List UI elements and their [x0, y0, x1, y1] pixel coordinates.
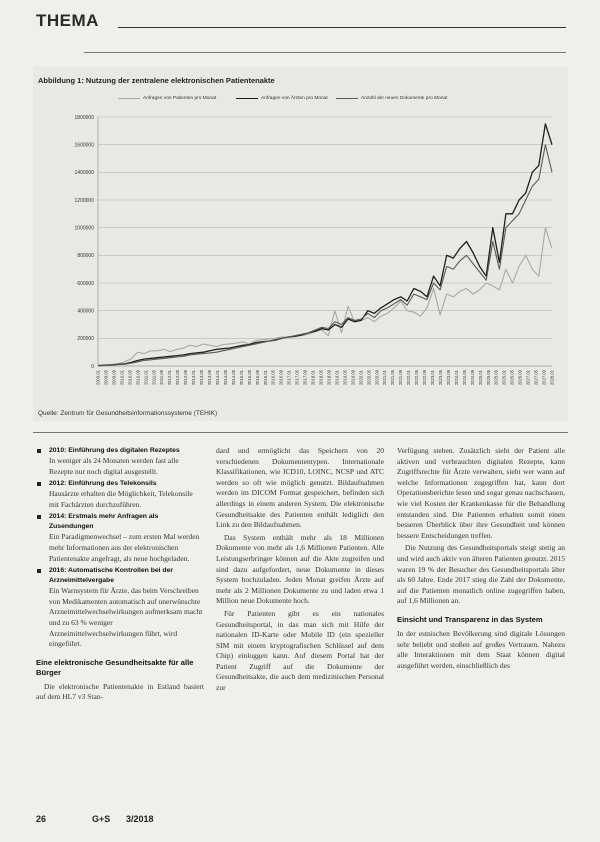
x-tick-label: 2021.01	[382, 370, 388, 386]
x-tick-label: 2011.01	[143, 370, 149, 385]
y-tick-label: 400000	[77, 308, 94, 315]
x-tick-label: 2019.01	[334, 370, 340, 386]
milestone-item	[36, 446, 204, 477]
paragraph: Die Nutzung des Gesundheitsportals steigt stetig an und wird auch aktiv von älteren Patienten genutzt. 2015 waren 19 % der Besucher des Gesundheitsportals älter als 60 Jahre. Ende 2017 stieg die Zahl der Dokumente, auf die Patienten monatlich online zugegriffen haben, auf 1,6 Millionen an.	[397, 543, 565, 606]
x-tick-label: 2017.05	[294, 370, 300, 386]
milestone-text: In weniger als 24 Monaten werden fast alle Rezepte nur noch digital ausgestellt.	[49, 456, 179, 476]
x-tick-label: 2013.01	[191, 370, 197, 386]
x-tick-label: 2013.05	[199, 370, 205, 386]
milestone-heading: 2016: Automatische Kontrollen bei der Arzneimittelvergabe	[49, 567, 174, 585]
series-line	[98, 228, 552, 366]
milestone-text: Ein Warnsystem für Ärzte, das beim Verschreiben von Medikamenten automatisch auf unerwünschte Arzneimittelwechselwirkungen aufmerksam macht und zu 63 % weniger Arzneimittelwechselwirkungen führt, wird eingeführt.	[49, 586, 203, 649]
y-tick-label: 1600000	[74, 142, 94, 149]
x-tick-label: 2015.05	[246, 370, 252, 386]
x-tick-label: 2023.01	[430, 370, 436, 386]
x-tick-label: 2024.01	[453, 370, 459, 386]
x-tick-label: 2025.09	[493, 370, 499, 386]
x-tick-label: 2019.05	[342, 370, 348, 386]
x-tick-label: 2010.01	[119, 370, 125, 386]
x-tick-label: 2021.09	[398, 370, 404, 386]
paragraph: dard und ermöglicht das Speichern von 20 verschiedenen Dokumententypen. Internationale Klassifikationen, wie ICD10, LOINC, NCSP und ATC werden so oft wie möglich genutzt. Bildaufnahmen werden im DICOM Format gespeichert, befinden sich allerdings in einem anderen System. Die elektronische Gesundheitsakte des Patienten enthält lediglich den Link zu den Bildaufnahmen.	[216, 446, 384, 530]
y-tick-label: 1200000	[74, 197, 94, 204]
x-tick-label: 2026.09	[517, 370, 523, 386]
paragraph: Verfügung stehen. Zusätzlich sieht der Patient alle aktiven und verbrauchten digitalen Rezepte, kann Zugriffsrechte für Ärzte verwalten, sieht wer wann auf welche Informationen zugegriffen hat, kann dort Operationsberichte lesen und sogar genau nachschauen, wie viel Kosten der Krankenkasse für die Behandlung entstanden sind. Die Patienten erhalten somit einen besseren Überblick über ihre Gesundheit und können bessere Entscheidungen treffen.	[397, 446, 565, 540]
x-tick-label: 2027.09	[541, 370, 547, 386]
text-column-1	[36, 446, 204, 705]
x-tick-label: 2017.01	[286, 370, 292, 386]
x-tick-label: 2020.05	[366, 370, 372, 386]
milestone-heading: 2014: Erstmals mehr Anfragen als Zusendungen	[49, 513, 159, 531]
text-column-2	[216, 446, 384, 696]
y-tick-label: 0	[91, 363, 94, 370]
figure-title: Abbildung 1: Nutzung der zentralene elektronischen Patientenakte	[38, 76, 275, 85]
paragraph: Für Patienten gibt es ein nationales Gesundheitsportal, in das man sich mit Hilfe der nationalen ID-Karte oder Mobile ID (ein spezieller SIM mit einem kryptografischen Schlüssel auf dem Chip) einloggen kann. Auf diesem Portal hat der Patient Zugriff auf die Dokumente der Gesundheitsakte, die auch dem medizinischen Personal zur	[216, 608, 384, 693]
x-tick-label: 2027.05	[533, 370, 539, 386]
x-tick-label: 2023.05	[437, 370, 443, 386]
x-tick-label: 2025.05	[485, 370, 491, 386]
x-tick-label: 2014.01	[214, 370, 220, 386]
milestone-text: Ein Paradigmenwechsel – zum ersten Mal werden mehr Informationen aus der elektronischen Patientenakte angefragt, als neue hochgeladen.	[49, 532, 200, 563]
x-tick-label: 2018.05	[318, 370, 324, 386]
x-tick-label: 2026.05	[509, 370, 515, 386]
legend-label: Anfragen von Patienten pro Monat	[143, 96, 217, 101]
x-tick-label: 2014.05	[222, 370, 228, 386]
x-tick-label: 2010.05	[127, 370, 133, 386]
section-subheading: Eine elektronische Gesundheitsakte für alle Bürger	[36, 657, 194, 677]
legend-label: Anzahl der neuen Dokumente pro Monat	[361, 96, 448, 101]
separator-rule	[33, 432, 568, 433]
x-tick-label: 2012.09	[183, 370, 189, 386]
x-tick-label: 2023.09	[445, 370, 451, 386]
x-tick-label: 2015.01	[238, 370, 244, 386]
milestone-item	[36, 479, 204, 510]
journal-issue: 3/2018	[126, 814, 154, 824]
bullet-square-icon	[37, 569, 41, 573]
y-tick-label: 1800000	[74, 114, 94, 121]
paragraph: In der estnischen Bevölkerung sind digitale Lösungen sehr beliebt und stoßen auf großes Vertrauen. Nahezu alle Interaktionen mit dem Staat können digital ausgeführt werden, einschließlich des	[397, 628, 565, 670]
x-tick-label: 2020.01	[358, 370, 364, 386]
paragraph: Das System enthält mehr als 18 Millionen Dokumente von mehr als 1,6 Millionen Patienten. Alle Leistungserbringer können auf die Akte zugreifen und sind dazu aufgefordert, neue Dokumente in dieses System hochzuladen. Jeden Monat greifen Ärzte auf mehr als 2 Millionen Dokumente zu und laden etwa 1 Million neue Dokumente hoch.	[216, 532, 384, 606]
section-title: THEMA	[36, 11, 99, 30]
x-tick-label: 2018.09	[326, 370, 332, 386]
x-tick-label: 2019.09	[350, 370, 356, 386]
x-tick-label: 2011.09	[159, 370, 165, 385]
milestone-text: Hausärzte erhalten die Möglichkeit, Telekonsile mit Fachärzten durchzuführen.	[49, 489, 193, 509]
x-tick-label: 2025.01	[477, 370, 483, 386]
x-tick-label: 2016.09	[278, 370, 284, 386]
bullet-square-icon	[37, 482, 41, 486]
paragraph: Die elektronische Patientenakte in Estland basiert auf dem HL7 v3 Stan-	[36, 681, 204, 702]
x-tick-label: 2028.01	[549, 370, 555, 386]
x-tick-label: 2027.01	[525, 370, 531, 386]
x-tick-label: 2011.05	[151, 370, 157, 385]
milestone-heading: 2012: Einführung des Telekonsils	[49, 480, 157, 488]
text-column-3	[397, 446, 565, 673]
x-tick-label: 2026.01	[501, 370, 507, 386]
x-tick-label: 2009.01	[95, 370, 101, 386]
x-tick-label: 2022.09	[422, 370, 428, 386]
x-tick-label: 2013.09	[207, 370, 213, 386]
x-tick-label: 2014.09	[230, 370, 236, 386]
milestone-heading: 2010: Einführung des digitalen Rezeptes	[49, 447, 180, 454]
x-tick-label: 2018.01	[310, 370, 316, 386]
x-tick-label: 2020.09	[374, 370, 380, 386]
x-tick-label: 2021.05	[390, 370, 396, 386]
x-tick-label: 2017.09	[302, 370, 308, 386]
x-tick-label: 2009.05	[103, 370, 109, 386]
legend-label: Anfragen von Ärzten pro Monat	[261, 96, 328, 101]
journal-name: G+S	[92, 814, 111, 824]
x-tick-label: 2012.01	[167, 370, 173, 386]
bullet-square-icon	[37, 449, 41, 453]
x-tick-label: 2012.05	[175, 370, 181, 386]
milestone-item	[36, 566, 204, 650]
y-tick-label: 800000	[77, 253, 94, 260]
x-tick-label: 2009.09	[111, 370, 117, 386]
y-tick-label: 200000	[77, 336, 94, 343]
x-tick-label: 2024.05	[461, 370, 467, 386]
page-number: 26	[36, 814, 47, 824]
milestone-item	[36, 512, 204, 564]
x-tick-label: 2024.09	[469, 370, 475, 386]
x-tick-label: 2010.09	[135, 370, 141, 386]
y-tick-label: 600000	[77, 280, 94, 287]
x-tick-label: 2016.05	[270, 370, 276, 386]
x-tick-label: 2015.09	[254, 370, 260, 386]
figure-source: Quelle: Zentrum für Gesundheitsinformationssysteme (TEHIK)	[38, 410, 218, 417]
x-tick-label: 2016.01	[262, 370, 268, 386]
series-line	[98, 124, 552, 366]
y-tick-label: 1000000	[74, 225, 94, 232]
x-tick-label: 2022.05	[414, 370, 420, 386]
y-tick-label: 1400000	[74, 170, 94, 177]
section-subheading: Einsicht und Transparenz in das System	[397, 614, 543, 624]
bullet-square-icon	[37, 515, 41, 519]
x-tick-label: 2022.01	[406, 370, 412, 386]
